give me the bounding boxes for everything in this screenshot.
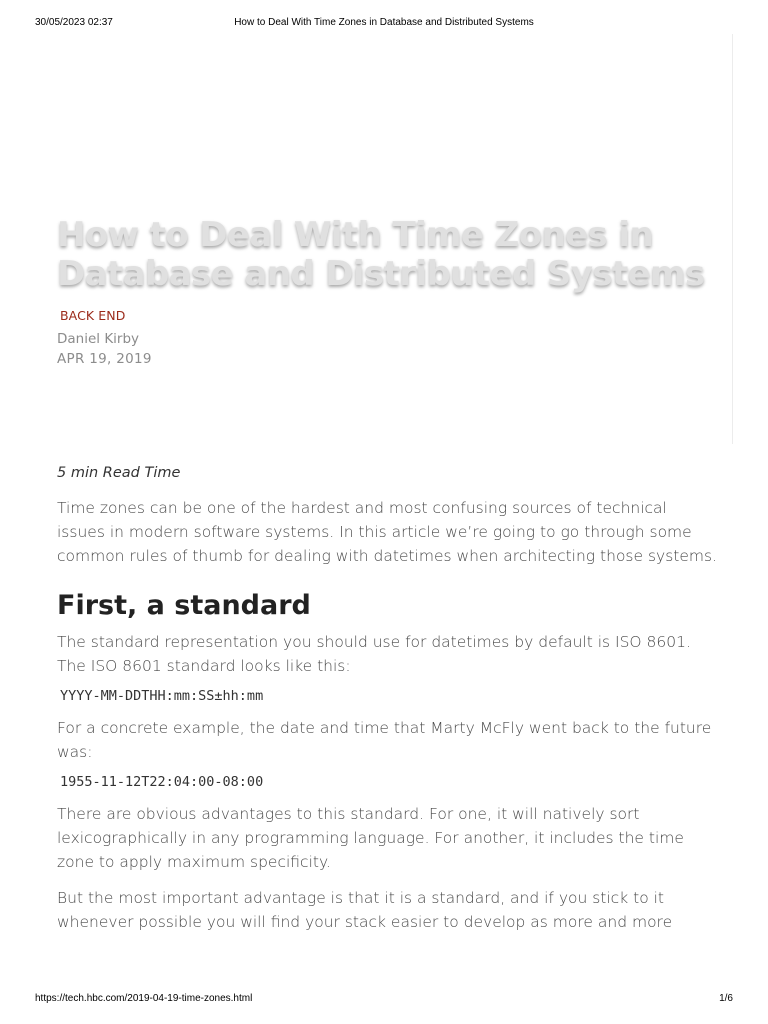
example-paragraph: For a concrete example, the date and time that Marty McFly went back to the future was: (57, 719, 712, 761)
print-header (0, 17, 768, 31)
publish-date: APR 19, 2019 (57, 351, 152, 367)
advantages-paragraph: There are obvious advantages to this standard. For one, it will natively sort lexicographically in any programming language. For another, it includes the time zone to apply maximum specificity. (57, 805, 684, 871)
code-format: YYYY-MM-DDTHH:mm:SS±hh:mm (60, 688, 264, 704)
print-url: https://tech.hbc.com/2019-04-19-time-zones.html (35, 993, 253, 1004)
article-header (57, 216, 707, 367)
page-number: 1/6 (719, 993, 733, 1004)
page-edge-divider (732, 34, 733, 444)
intro-paragraph: Time zones can be one of the hardest and most confusing sources of technical issues in modern software systems. In this article we’re going to go through some common rules of thumb for dealing with datetimes when architecting those systems. (57, 499, 717, 565)
category-link[interactable]: BACK END (60, 308, 126, 323)
print-doc-title: How to Deal With Time Zones in Database and Distributed Systems (234, 17, 534, 28)
important-paragraph: But the most important advantage is that it is a standard, and if you stick to it whenever possible you will find your stack easier to develop as more and more (57, 889, 673, 931)
print-datetime: 30/05/2023 02:37 (35, 17, 113, 28)
article-title: How to Deal With Time Zones in Database and Distributed Systems (57, 215, 705, 294)
code-example: 1955-11-12T22:04:00-08:00 (60, 774, 264, 790)
article-body (57, 462, 717, 934)
print-footer (0, 993, 768, 1007)
section-heading: First, a standard (57, 590, 311, 621)
read-time: 5 min Read Time (57, 465, 181, 481)
author-name[interactable]: Daniel Kirby (57, 331, 140, 347)
standard-paragraph: The standard representation you should use for datetimes by default is ISO 8601. The ISO 8601 standard looks like this: (57, 633, 691, 675)
